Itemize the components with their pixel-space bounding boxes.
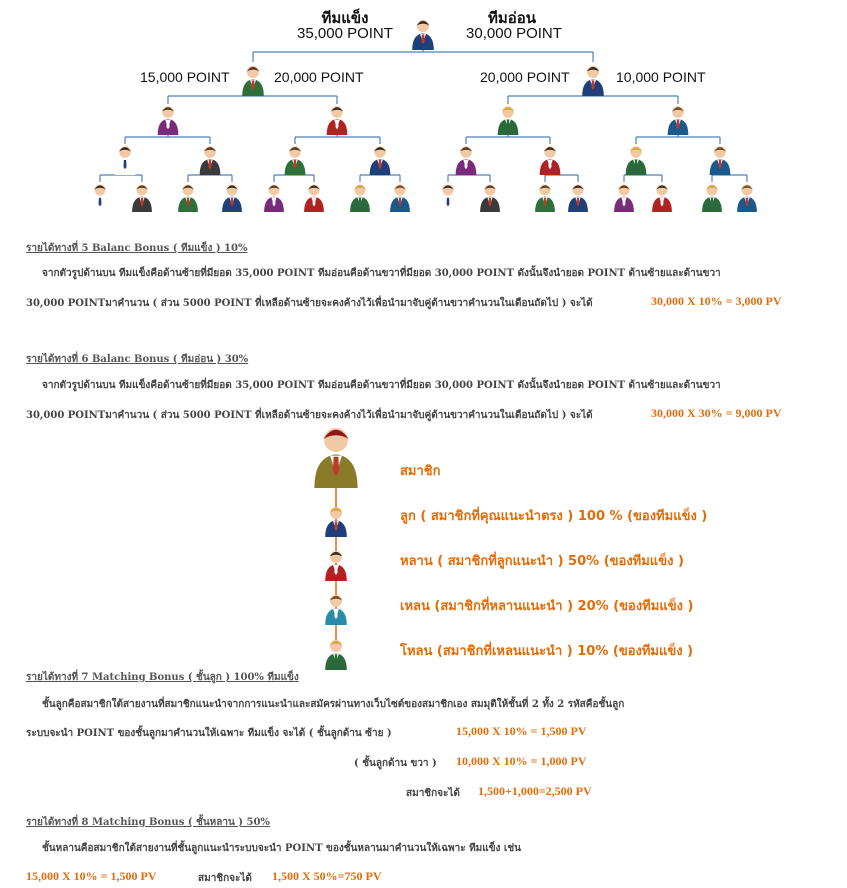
section7-total: 1,500+1,000=2,500 PV	[478, 784, 592, 798]
section5-result: 30,000 X 10% = 3,000 PV	[651, 294, 782, 308]
section7-line2: ระบบจะนำ POINT ของชั้นลูกมาคำนวนให้เฉพาะ ทีมแข็ง จะได้ ( ชั้นลูกด้าน ซ้าย )	[26, 728, 392, 739]
section6-result: 30,000 X 30% = 9,000 PV	[651, 406, 782, 420]
right-node-left-points: 20,000 POINT	[480, 69, 570, 85]
great-great-grandchild-icon	[325, 640, 347, 670]
section8-member-gets: สมาชิกจะได้	[198, 873, 252, 884]
left-node-right-points: 20,000 POINT	[274, 69, 364, 85]
section8-calc2: 1,500 X 50%=750 PV	[272, 869, 382, 883]
section8-title: รายได้ทางที่ 8 Matching Bonus ( ชั้นหลาน ) 50%	[26, 817, 270, 828]
section6-title: รายได้ทางที่ 6 Balanc Bonus ( ทีมอ่อน ) 30%	[26, 354, 249, 365]
section7-right-calc: 10,000 X 10% = 1,000 PV	[456, 754, 587, 768]
level-great-great-grandchild-label: โหลน (สมาชิกที่เหลนแนะนำ ) 10% (ของทีมแข็ง )	[400, 644, 694, 659]
section8-line1: ชั้นหลานคือสมาชิกใต้สายงานที่ชั้นลูกแนะนำระบบจะนำ POINT ของชั้นหลานมาคำนวนให้เฉพาะ ทีมแข็ง เช่น	[42, 843, 521, 854]
section8-calc1: 15,000 X 10% = 1,500 PV	[26, 869, 157, 883]
section6-line1: จากตัวรูปด้านบน ทีมแข็งคือด้านซ้ายที่มียอด 35,000 POINT ทีมอ่อนคือด้านขวาที่มียอด 30,000 POINT ดังนั้นจึงนำยอด POINT ด้านซ้ายและด้านขวา	[42, 380, 721, 391]
section7-member-gets: สมาชิกจะได้	[406, 788, 460, 799]
grandchild-icon	[325, 551, 347, 581]
section6-line2: 30,000 POINTมาคำนวน ( ส่วน 5000 POINT ที่เหลือด้านซ้ายจะคงค้างไว้เพื่อนำมาจับคู่ด้านขวาคำนวนในเดือนถัดไป ) จะได้	[26, 410, 593, 421]
member-icon	[314, 428, 357, 488]
section7-title: รายได้ทางที่ 7 Matching Bonus ( ชั้นลูก ) 100% ทีมแข็ง	[26, 672, 299, 683]
section5-line2: 30,000 POINTมาคำนวน ( ส่วน 5000 POINT ที่เหลือด้านซ้ายจะคงค้างไว้เพื่อนำมาจับคู่ด้านขวาคำนวนในเดือนถัดไป ) จะได้	[26, 298, 593, 309]
level-child-label: ลูก ( สมาชิกที่คุณแนะนำตรง ) 100 % (ของทีมแข็ง )	[400, 509, 708, 524]
left-node-left-points: 15,000 POINT	[140, 69, 230, 85]
weak-team-points: 30,000 POINT	[466, 25, 562, 42]
strong-team-points: 35,000 POINT	[297, 25, 393, 42]
section7-right-label: ( ชั้นลูกด้าน ขวา )	[354, 758, 437, 769]
level-great-grandchild-label: เหลน (สมาชิกที่หลานแนะนำ ) 20% (ของทีมแข็ง )	[400, 599, 694, 614]
weak-team-label: ทีมอ่อน	[487, 10, 537, 27]
section5-line1: จากตัวรูปด้านบน ทีมแข็งคือด้านซ้ายที่มียอด 35,000 POINT ทีมอ่อนคือด้านขวาที่มียอด 30,000 POINT ดังนั้นจึงนำยอด POINT ด้านซ้ายและด้านขวา	[42, 268, 721, 279]
great-grandchild-icon	[325, 595, 347, 625]
level-member-label: สมาชิก	[400, 464, 441, 479]
strong-team-label: ทีมแข็ง	[321, 10, 369, 27]
level-grandchild-label: หลาน ( สมาชิกที่ลูกแนะนำ ) 50% (ของทีมแข็ง )	[400, 554, 684, 569]
section7-left-calc: 15,000 X 10% = 1,500 PV	[456, 724, 587, 738]
right-node-right-points: 10,000 POINT	[616, 69, 706, 85]
child-icon	[325, 507, 347, 537]
section5-title: รายได้ทางที่ 5 Balanc Bonus ( ทีมแข็ง ) 10%	[26, 243, 248, 254]
section7-line1: ชั้นลูกคือสมาชิกใต้สายงานที่สมาชิกแนะนำจากการแนะนำและสมัครผ่านทางเว็บไซต์ของสมาชิกเอง สมมุติให้ชั้นที่ 2 ทั้ง 2 รหัสคือชั้นลูก	[42, 699, 625, 710]
